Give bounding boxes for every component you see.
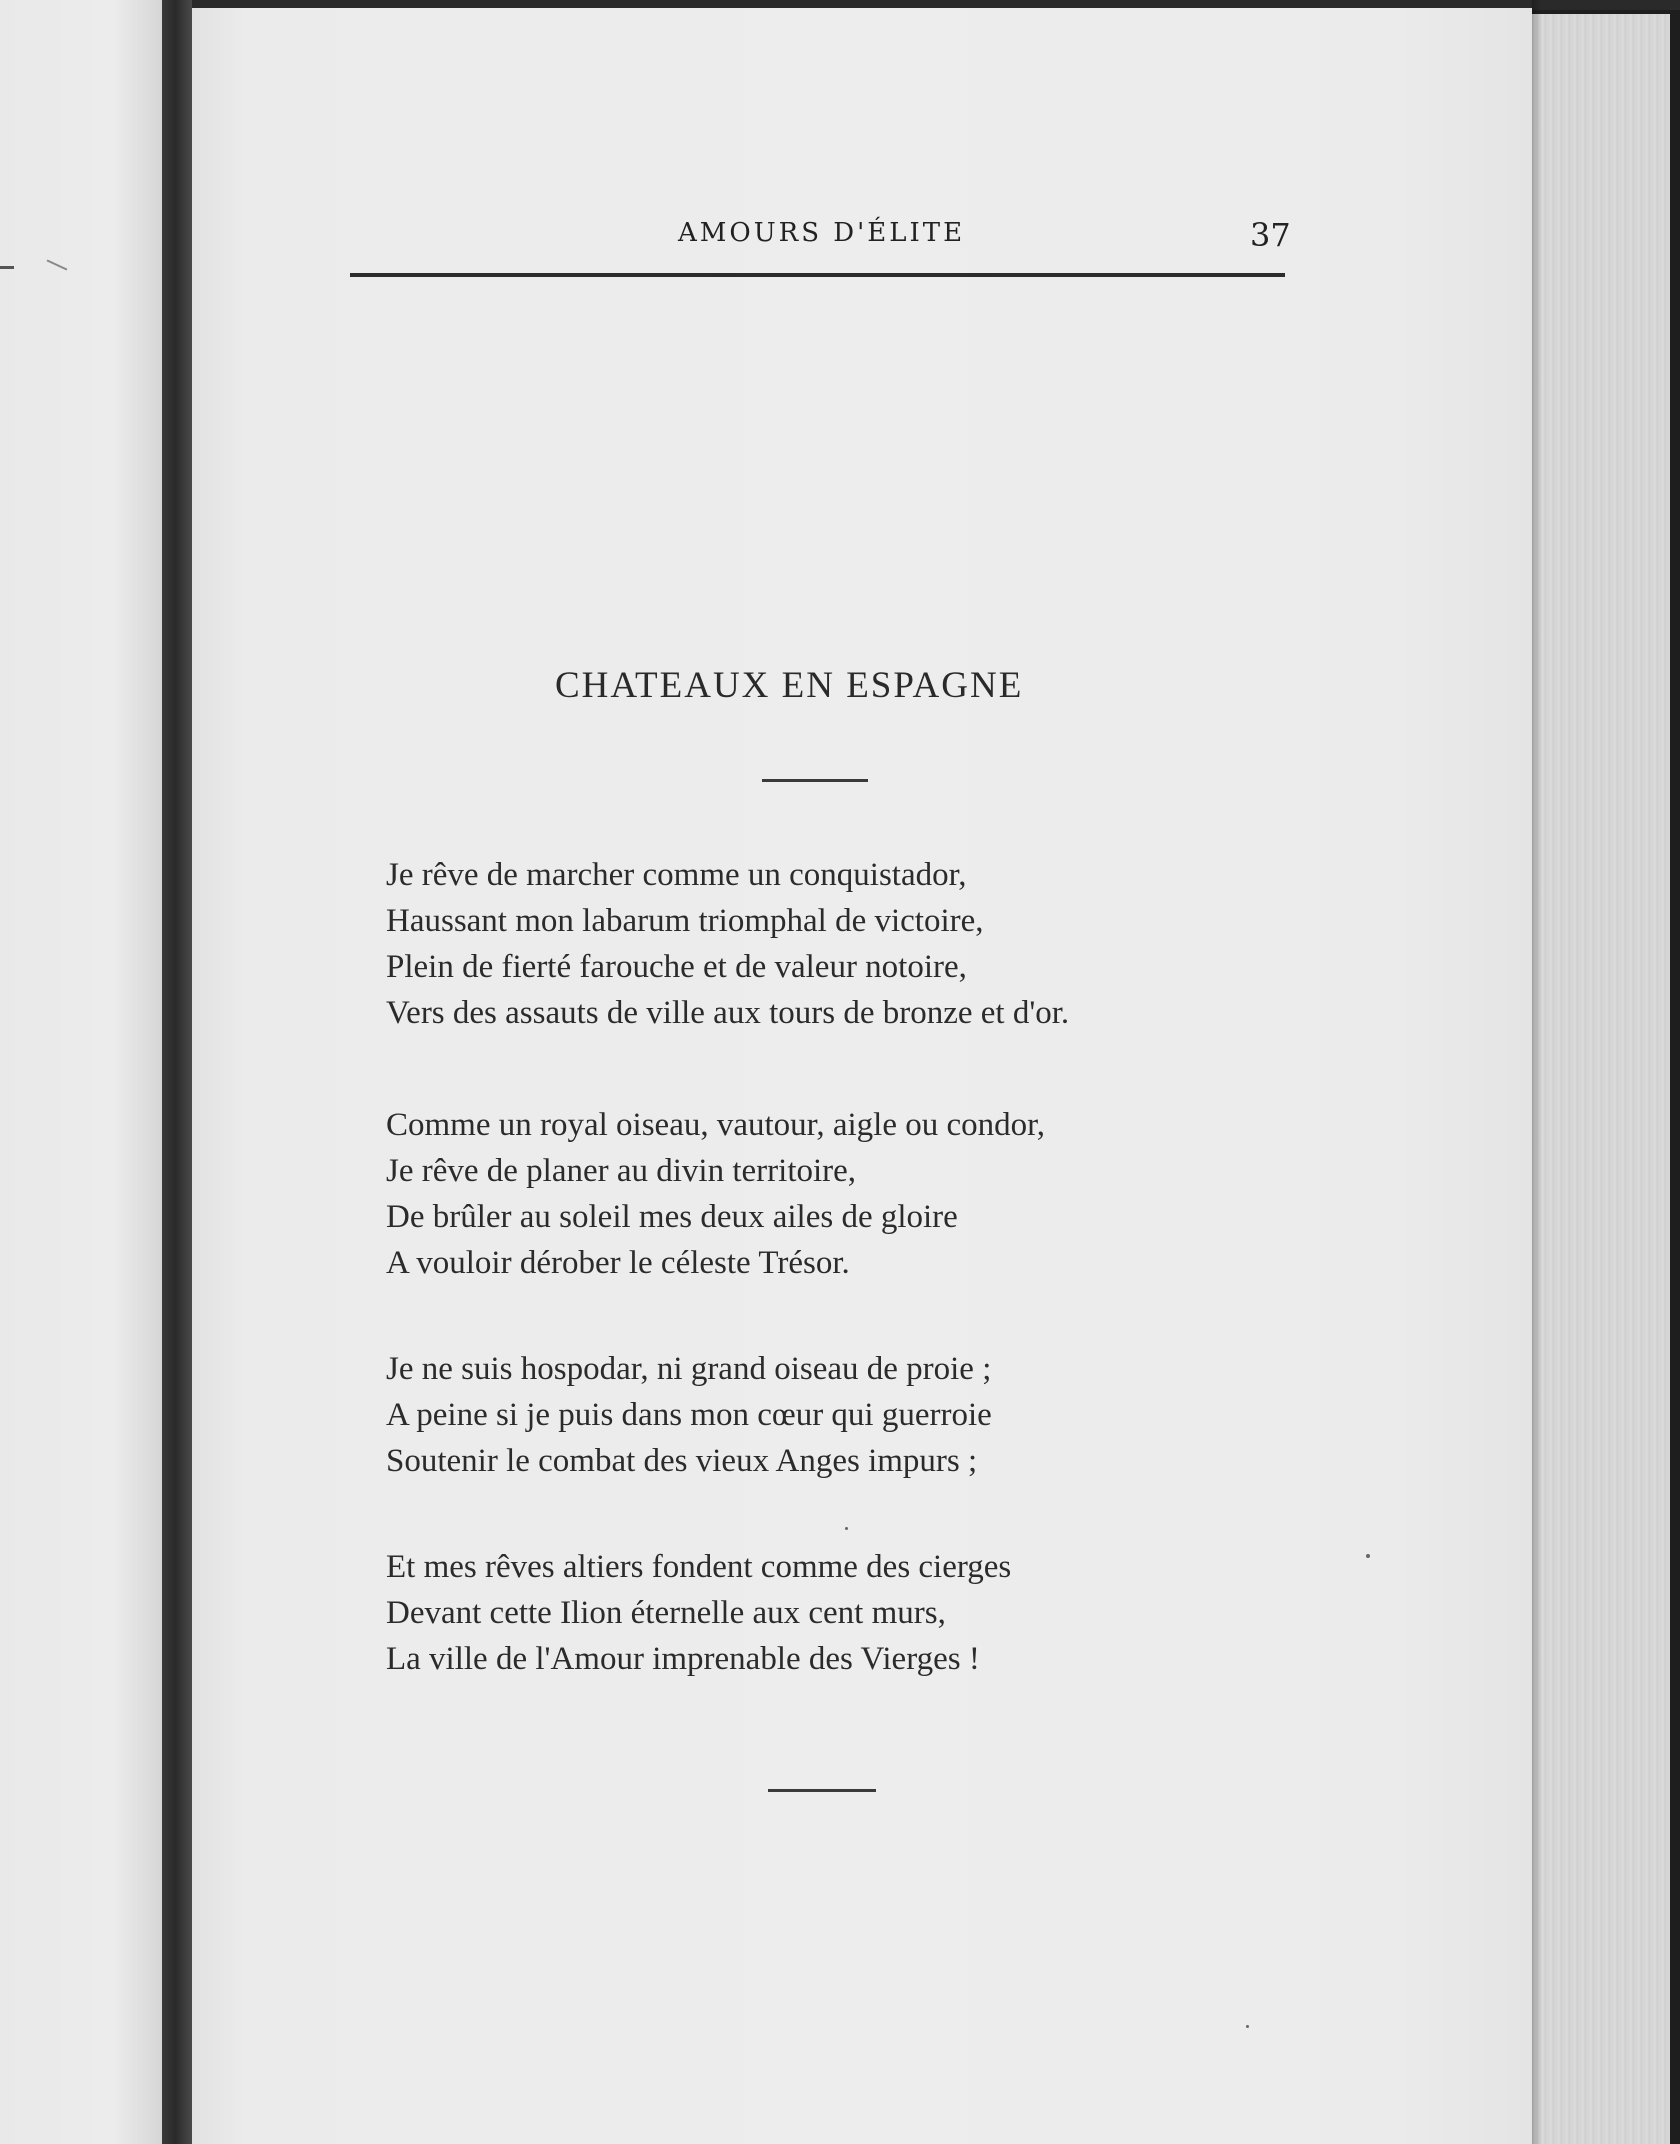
title-separator-rule (762, 779, 868, 782)
facing-page-left (0, 0, 162, 2144)
stanza (386, 1102, 1045, 1286)
verse-line: Je rêve de planer au divin territoire, (386, 1153, 857, 1189)
verse-line: De brûler au soleil mes deux ailes de gloire (386, 1199, 958, 1235)
verse-line: Vers des assauts de ville aux tours de bronze et d'or. (386, 995, 1070, 1031)
verse-line: Haussant mon labarum triomphal de victoire, (386, 903, 984, 939)
verse-line: A vouloir dérober le céleste Trésor. (386, 1245, 850, 1281)
running-head: AMOURS D'ÉLITE (678, 218, 966, 248)
stanza (386, 1544, 1011, 1682)
page-number: 37 (1250, 216, 1291, 254)
paper-speck (1366, 1554, 1370, 1558)
facing-page-mark (0, 266, 14, 269)
end-separator-rule (768, 1789, 876, 1792)
verse-line: Et mes rêves altiers fondent comme des cierges (386, 1549, 1012, 1585)
stanza (386, 1346, 992, 1484)
verse-line: Je rêve de marcher comme un conquistador, (386, 857, 967, 893)
book-gutter (162, 0, 192, 2144)
verse-line: La ville de l'Amour imprenable des Vierges ! (386, 1641, 980, 1677)
verse-line: A peine si je puis dans mon cœur qui guerroie (386, 1397, 992, 1433)
verse-line: Je ne suis hospodar, ni grand oiseau de proie ; (386, 1351, 992, 1387)
page-edges-stack (1532, 14, 1670, 2144)
paper-speck (1246, 2025, 1249, 2028)
poem-title: CHATEAUX EN ESPAGNE (555, 665, 1024, 706)
stanza (386, 852, 1069, 1036)
facing-page-mark (47, 259, 68, 270)
verse-line: Soutenir le combat des vieux Anges impurs ; (386, 1443, 978, 1479)
verse-line: Devant cette Ilion éternelle aux cent murs, (386, 1595, 946, 1631)
paper-speck (845, 1527, 848, 1530)
verse-line: Comme un royal oiseau, vautour, aigle ou condor, (386, 1107, 1046, 1143)
page-edge-shadow (1532, 0, 1542, 2144)
book-page (192, 8, 1532, 2144)
header-rule (350, 273, 1285, 277)
verse-line: Plein de fierté farouche et de valeur notoire, (386, 949, 967, 985)
